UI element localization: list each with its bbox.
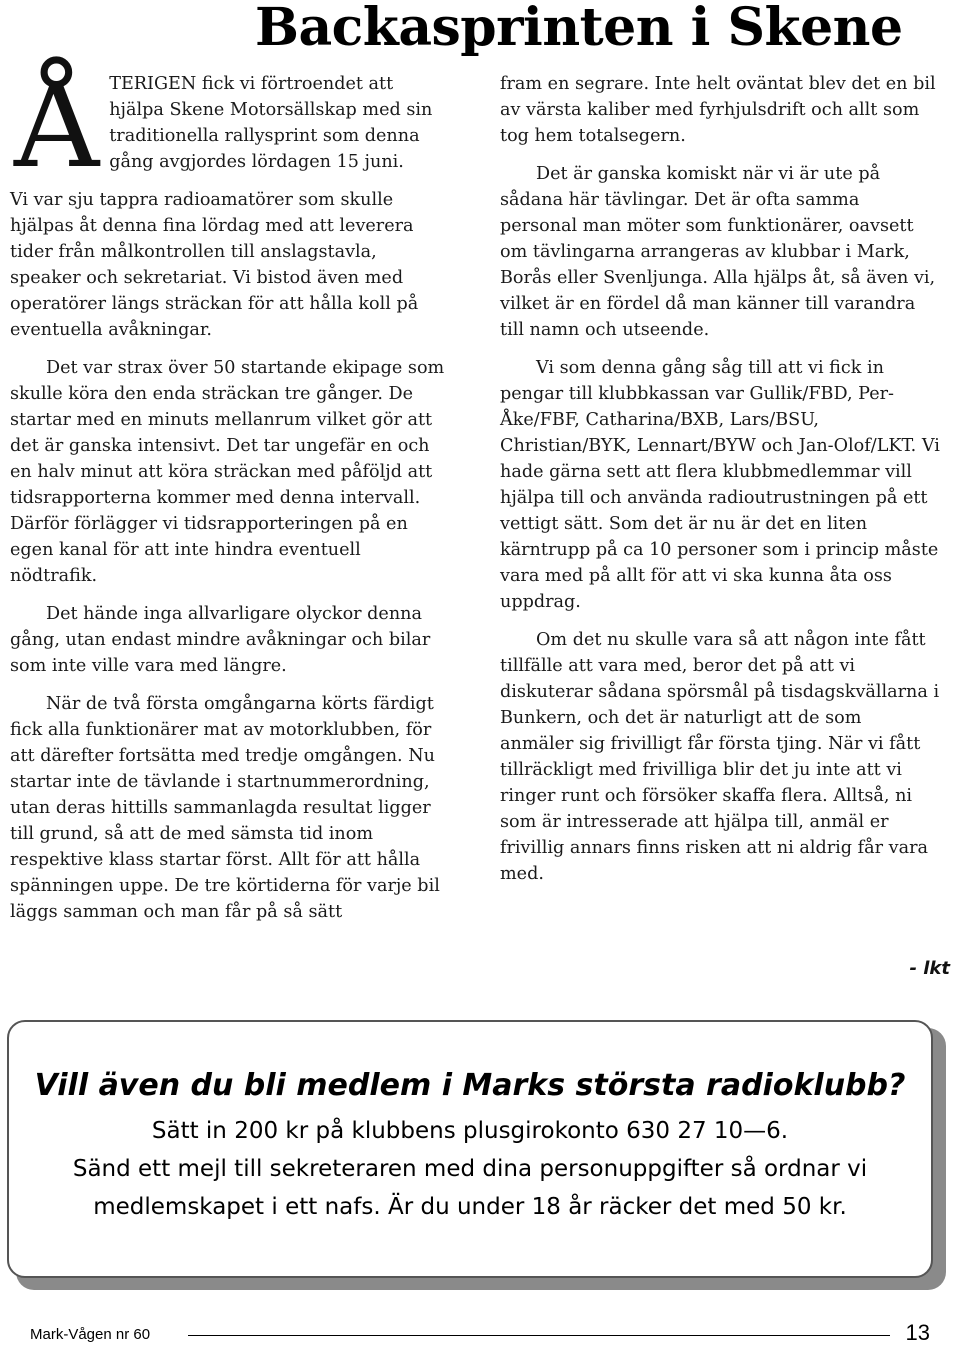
body-paragraph: När de två första omgångarna körts färdigt fick alla funktionärer mat av motorklubben, för att därefter fortsätta med tredje omgången. Nu startar inte de tävlande i startnummerordning, utan deras hittills sammanlagda resultat ligger till grund, så att de med sämsta tid inom respektive klass startar först. Allt för att hålla spänningen uppe. De tre körtiderna för varje bil läggs samman och man får på så sätt — [10, 694, 440, 922]
promo-headline: Vill även du bli medlem i Marks största radioklubb? — [34, 1068, 906, 1103]
footer-divider — [188, 1335, 890, 1336]
promo-payment-line: Sätt in 200 kr på klubbens plusgirokonto 630 27 10—6. — [151, 1118, 789, 1144]
membership-promo-box — [7, 1020, 933, 1278]
body-paragraph: Det är ganska komiskt när vi är ute på sådana här tävlingar. Det är ofta samma personal man möter som funktionärer, oavsett om tävlingarna arrangeras av klubbar i Mark, Borås eller Svenljunga. Alla hjälps åt, så även vi, vilket är en fördel då man känner till varandra till namn och utseende. — [500, 164, 936, 340]
body-paragraph: Om det nu skulle vara så att någon inte fått tillfälle att vara med, beror det på att vi diskuterar sådana spörsmål på tisdagskvällarna i Bunkern, och det är naturligt att de som anmäler sig frivilligt får första tjing. När vi fått tillräckligt med frivilliga blir det ju inte att vi ringer runt och försöker skaffa flera. Alltså, ni som är intresserade att hjälpa till, anmäl er frivillig annars finns risken att ni aldrig får vara med. — [500, 630, 940, 884]
page-footer — [30, 1320, 930, 1344]
body-paragraph: Vi som denna gång såg till att vi fick in pengar till klubbkassan var Gullik/FBD, Per-Åke/FBF, Catharina/BXB, Lars/BSU, Christian/BYK, Lennart/BYW och Jan-Olof/LKT. Vi hade gärna sett att flera klubbmedlemmar vill hjälpa till och använda radioutrustningen på ett vettigt sätt. Som det är nu är det en liten kärntrupp på ca 10 personer som i princip måste vara med på allt för att vi ska kunna åta oss uppdrag. — [500, 358, 940, 612]
page-number: 13 — [905, 1320, 930, 1345]
promo-email-line: Sänd ett mejl till sekreteraren med dina personuppgifter så ordnar vi medlemskapet i ett nafs. Är du under 18 år räcker det med 50 kr. — [72, 1156, 868, 1220]
left-column — [10, 56, 450, 937]
intro-paragraph — [10, 56, 450, 194]
drop-cap: Å — [14, 56, 100, 194]
article-title: Backasprinten i Skene — [255, 0, 903, 58]
body-paragraph: Det var strax över 50 startande ekipage som skulle köra den enda sträckan tre gånger. De startar med en minuts mellanrum vilket gör att det är ganska intensivt. Det tar ungefär en och en halv minut att köra sträckan med påföljd att tidsrapporterna kommer med denna intervall. Därför förlägger vi tidsrapporteringen på en egen kanal för att inte hindra eventuell nödtrafik. — [10, 358, 445, 586]
body-paragraph: fram en segrare. Inte helt oväntat blev det en bil av värsta kaliber med fyrhjulsdrift och allt som tog hem totalsegern. — [500, 74, 936, 146]
body-paragraph: Vi var sju tappra radioamatörer som skulle hjälpas åt denna fina lördag med att leverera tider från målkontrollen till anslagstavla, speaker och sekretariat. Vi bistod även med operatörer längs sträckan för att hålla koll på eventuella avåkningar. — [10, 190, 419, 340]
body-paragraph: Det hände inga allvarligare olyckor denna gång, utan endast mindre avåkningar och bilar som inte ville vara med längre. — [10, 604, 431, 676]
publication-name: Mark-Vågen nr 60 — [30, 1326, 151, 1343]
author-signature: - lkt — [909, 958, 950, 979]
intro-text: TERIGEN fick vi förtroendet att hjälpa Skene Motorsällskap med sin traditionella rallysprint som denna gång avgjordes lördagen 15 juni. — [109, 74, 433, 172]
right-column — [500, 71, 940, 899]
